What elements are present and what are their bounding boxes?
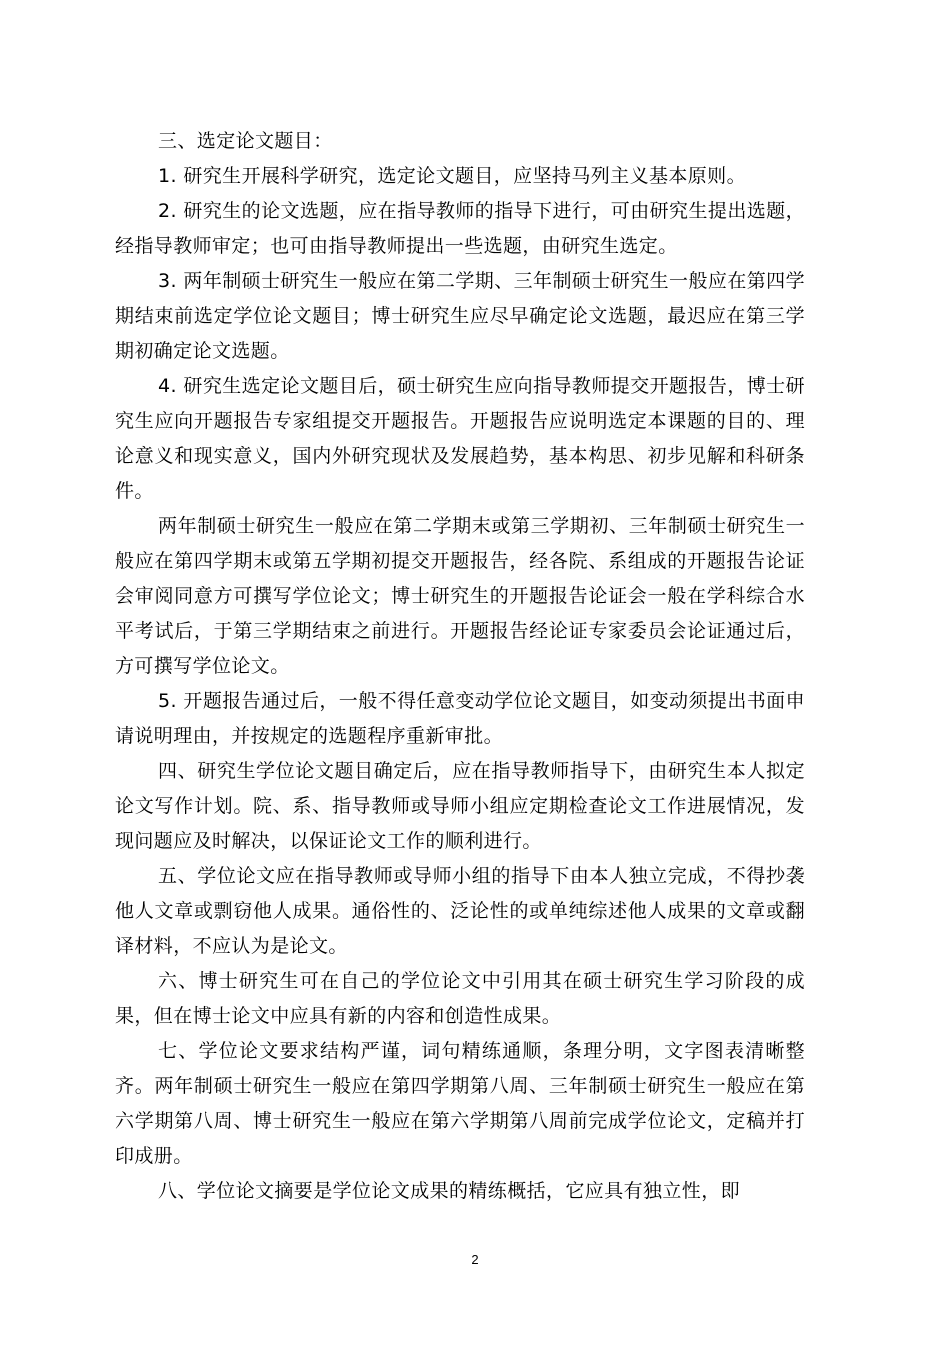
paragraph: 六、博士研究生可在自己的学位论文中引用其在硕士研究生学习阶段的成果，但在博士论文中应具有新的内容和创造性成果。 (115, 970, 805, 1027)
paragraph: 七、学位论文要求结构严谨，词句精练通顺，条理分明，文字图表清晰整齐。两年制硕士研究生一般应在第四学期第八周、三年制硕士研究生一般应在第六学期第八周、博士研究生一般应在第六学期第八周前完成学位论文，定稿并打印成册。 (115, 1040, 805, 1167)
paragraph: 四、研究生学位论文题目确定后，应在指导教师指导下，由研究生本人拟定论文写作计划。院、系、指导教师或导师小组应定期检查论文工作进展情况，发现问题应及时解决，以保证论文工作的顺利进行。 (115, 760, 805, 852)
paragraph: 5. 开题报告通过后，一般不得任意变动学位论文题目，如变动须提出书面申请说明理由，并按规定的选题程序重新审批。 (115, 690, 805, 747)
paragraph: 五、学位论文应在指导教师或导师小组的指导下由本人独立完成，不得抄袭他人文章或剽窃他人成果。通俗性的、泛论性的或单纯综述他人成果的文章或翻译材料，不应认为是论文。 (115, 865, 805, 957)
paragraph: 1. 研究生开展科学研究，选定论文题目，应坚持马列主义基本原则。 (158, 165, 746, 187)
paragraph: 两年制硕士研究生一般应在第二学期末或第三学期初、三年制硕士研究生一般应在第四学期末或第五学期初提交开题报告，经各院、系组成的开题报告论证会审阅同意方可撰写学位论文；博士研究生的开题报告论证会一般在学科综合水平考试后，于第三学期结束之前进行。开题报告经论证专家委员会论证通过后，方可撰写学位论文。 (115, 515, 805, 677)
document-body (115, 124, 805, 1209)
paragraph: 八、学位论文摘要是学位论文成果的精练概括，它应具有独立性，即 (158, 1180, 741, 1202)
paragraph: 2. 研究生的论文选题，应在指导教师的指导下进行，可由研究生提出选题，经指导教师审定；也可由指导教师提出一些选题，由研究生选定。 (115, 200, 805, 257)
section-heading: 三、选定论文题目： (158, 130, 333, 152)
page-number: 2 (471, 1252, 479, 1267)
paragraph: 4. 研究生选定论文题目后，硕士研究生应向指导教师提交开题报告，博士研究生应向开题报告专家组提交开题报告。开题报告应说明选定本课题的目的、理论意义和现实意义，国内外研究现状及发展趋势，基本构思、初步见解和科研条件。 (115, 375, 805, 502)
paragraph: 3. 两年制硕士研究生一般应在第二学期、三年制硕士研究生一般应在第四学期结束前选定学位论文题目；博士研究生应尽早确定论文选题，最迟应在第三学期初确定论文选题。 (115, 270, 805, 362)
